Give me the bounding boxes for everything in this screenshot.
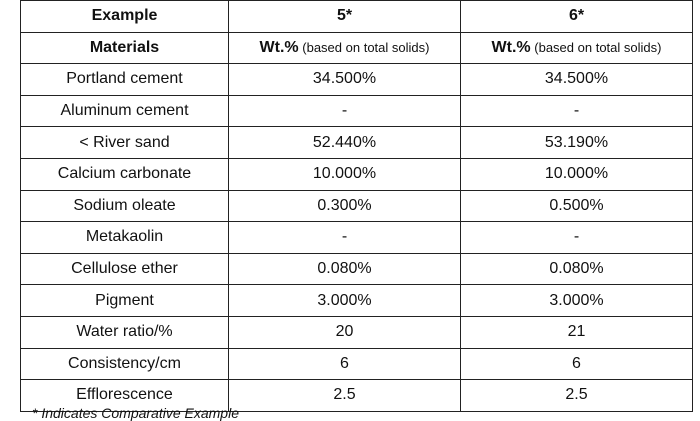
value-6-cell: 0.500% bbox=[461, 190, 693, 222]
table-row bbox=[21, 285, 693, 317]
value-6-cell: 0.080% bbox=[461, 253, 693, 285]
value-5-cell: - bbox=[229, 95, 461, 127]
material-cell: < River sand bbox=[21, 127, 229, 159]
table-row bbox=[21, 222, 693, 254]
material-cell: Water ratio/% bbox=[21, 316, 229, 348]
material-cell: Sodium oleate bbox=[21, 190, 229, 222]
wt-header-5 bbox=[229, 32, 461, 64]
material-cell: Efflorescence bbox=[21, 380, 229, 412]
header-row bbox=[21, 1, 693, 33]
material-cell: Cellulose ether bbox=[21, 253, 229, 285]
table-row bbox=[21, 190, 693, 222]
table-row bbox=[21, 253, 693, 285]
materials-header: Materials bbox=[21, 32, 229, 64]
value-5-cell: 0.080% bbox=[229, 253, 461, 285]
value-6-cell: - bbox=[461, 222, 693, 254]
material-cell: Portland cement bbox=[21, 64, 229, 96]
table-footnote: * Indicates Comparative Example bbox=[32, 405, 239, 421]
table-row bbox=[21, 127, 693, 159]
material-cell: Metakaolin bbox=[21, 222, 229, 254]
value-5-cell: 10.000% bbox=[229, 158, 461, 190]
value-5-cell: 0.300% bbox=[229, 190, 461, 222]
wt-header-6 bbox=[461, 32, 693, 64]
wt-label: Wt.% bbox=[259, 38, 299, 56]
materials-table bbox=[20, 0, 693, 412]
value-6-cell: 2.5 bbox=[461, 380, 693, 412]
table-row bbox=[21, 64, 693, 96]
wt-basis-label: (based on total solids) bbox=[298, 39, 430, 55]
value-5-cell: 34.500% bbox=[229, 64, 461, 96]
wt-basis-label: (based on total solids) bbox=[530, 39, 662, 55]
value-5-cell: 52.440% bbox=[229, 127, 461, 159]
value-6-cell: - bbox=[461, 95, 693, 127]
value-6-cell: 6 bbox=[461, 348, 693, 380]
material-cell: Consistency/cm bbox=[21, 348, 229, 380]
table-row bbox=[21, 348, 693, 380]
value-6-cell: 53.190% bbox=[461, 127, 693, 159]
value-5-cell: - bbox=[229, 222, 461, 254]
value-5-cell: 6 bbox=[229, 348, 461, 380]
wt-label: Wt.% bbox=[491, 38, 531, 56]
value-5-cell: 3.000% bbox=[229, 285, 461, 317]
value-6-cell: 34.500% bbox=[461, 64, 693, 96]
value-5-cell: 2.5 bbox=[229, 380, 461, 412]
example-6-header: 6* bbox=[461, 1, 693, 33]
material-cell: Aluminum cement bbox=[21, 95, 229, 127]
value-6-cell: 21 bbox=[461, 316, 693, 348]
subheader-row bbox=[21, 32, 693, 64]
value-6-cell: 10.000% bbox=[461, 158, 693, 190]
table-row bbox=[21, 158, 693, 190]
material-cell: Calcium carbonate bbox=[21, 158, 229, 190]
value-5-cell: 20 bbox=[229, 316, 461, 348]
value-6-cell: 3.000% bbox=[461, 285, 693, 317]
table-row bbox=[21, 95, 693, 127]
material-cell: Pigment bbox=[21, 285, 229, 317]
example-header: Example bbox=[21, 1, 229, 33]
example-5-header: 5* bbox=[229, 1, 461, 33]
table-row bbox=[21, 316, 693, 348]
